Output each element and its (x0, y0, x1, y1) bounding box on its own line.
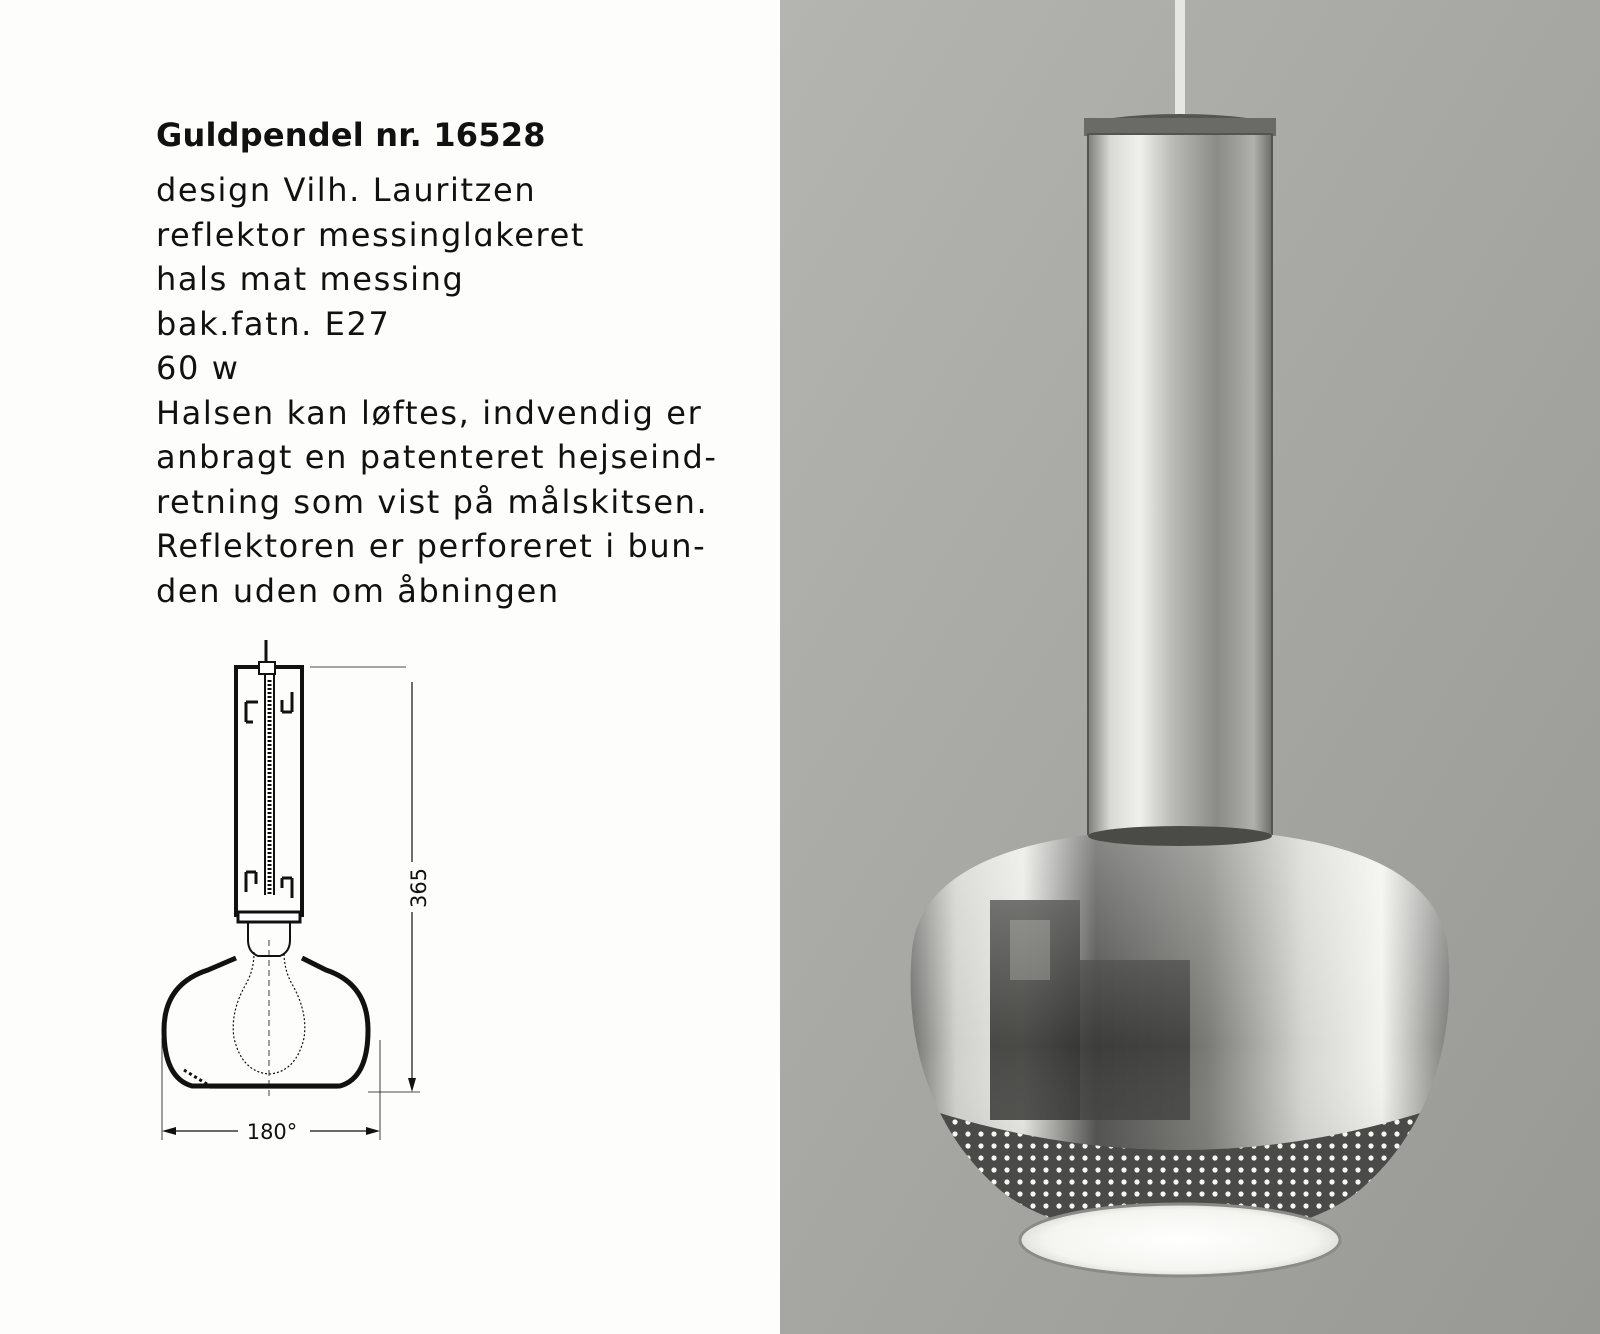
product-title: Guldpendel nr. 16528 (156, 116, 546, 154)
sketch-socket-ring (238, 912, 300, 922)
product-description (156, 168, 718, 613)
lamp-cord (1175, 0, 1185, 118)
sketch-top-cap (259, 662, 275, 674)
pendant-lamp-photo (780, 0, 1600, 1334)
description-line-5: den uden om åbningen (156, 571, 560, 610)
description-line-1: Halsen kan løftes, indvendig er (156, 393, 703, 432)
sketch-width-arrow-left (162, 1127, 176, 1135)
spec-line-wattage: 60 w (156, 349, 240, 387)
sketch-bracket-upper-right (282, 692, 292, 712)
description-line-2: anbragt en patenteret hejseind- (156, 438, 718, 476)
product-photo (780, 0, 1600, 1334)
width-dimension-label: 180° (246, 1120, 298, 1144)
sketch-bracket-lower-right (282, 878, 292, 898)
spec-line-reflector: reflektor messinglɑkeret (156, 215, 586, 254)
dimension-sketch (150, 640, 450, 1170)
sketch-height-arrow (408, 1078, 416, 1092)
sketch-bracket-upper-left (246, 702, 258, 722)
sketch-width-arrow-right (366, 1127, 380, 1135)
lamp-neck-tube (1088, 134, 1272, 840)
lamp-shade-shoulder (1088, 826, 1272, 846)
sketch-bracket-lower-left (246, 872, 256, 892)
sketch-reflector-shade (164, 958, 368, 1086)
description-line-4: Reflektoren er perforeret i bun- (156, 527, 707, 565)
height-dimension-label: 365 (407, 867, 431, 909)
description-line-3: retning som vist på målskitsen. (156, 482, 709, 521)
spec-line-designer: design Vilh. Lauritzen (156, 171, 537, 209)
spec-line-neck: hals mat messing (156, 260, 465, 298)
spec-line-socket: bak.fatn. E27 (156, 304, 391, 343)
catalog-text-page (0, 0, 780, 1334)
